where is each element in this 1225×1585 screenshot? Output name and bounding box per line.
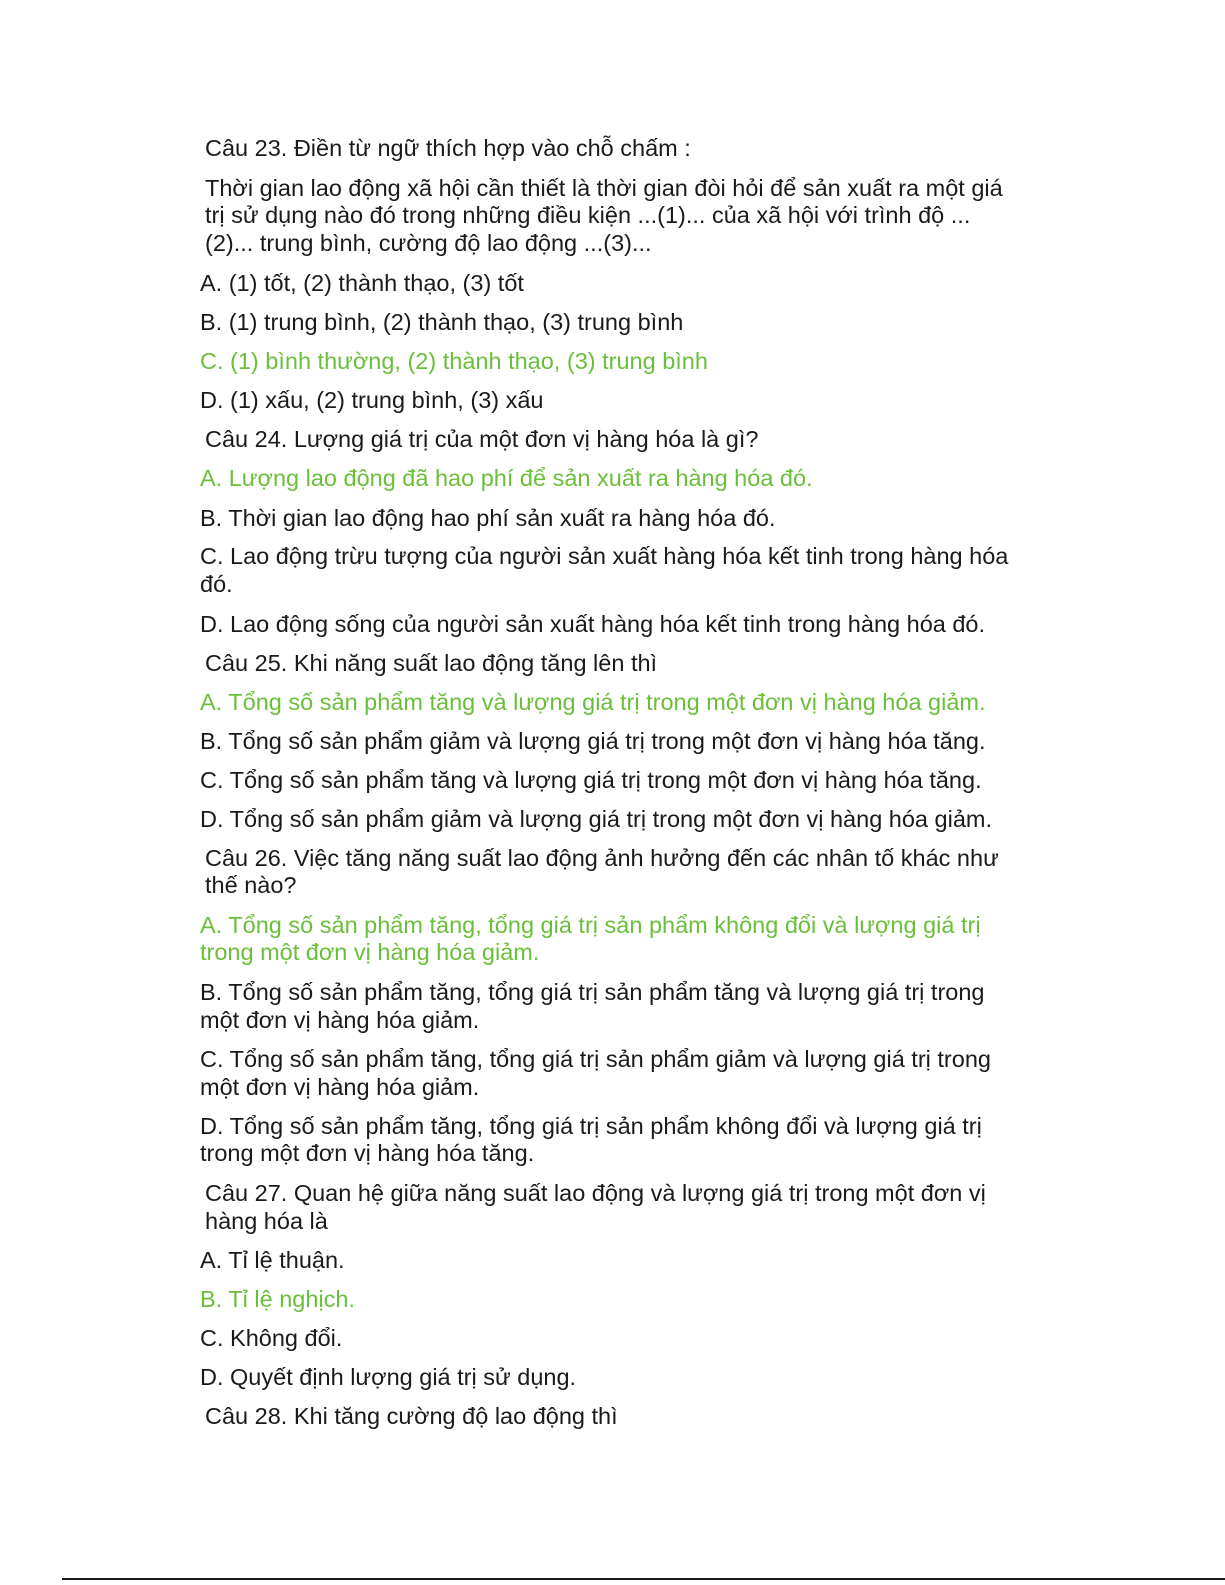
question-26-option-a-correct-line-2: trong một đơn vị hàng hóa giảm.: [200, 939, 540, 965]
page-bottom-divider: [62, 1578, 1225, 1580]
question-26-option-c-line-2: một đơn vị hàng hóa giảm.: [200, 1074, 480, 1100]
question-26-title-line-2: thế nào?: [205, 872, 297, 898]
question-24-option-c-line-1: C. Lao động trừu tượng của người sản xuất hàng hóa kết tinh trong hàng hóa: [200, 543, 1009, 569]
question-25-option-c: C. Tổng số sản phẩm tăng và lượng giá trị trong một đơn vị hàng hóa tăng.: [200, 767, 982, 793]
question-26-option-d-line-1: D. Tổng số sản phẩm tăng, tổng giá trị sản phẩm không đổi và lượng giá trị: [200, 1113, 982, 1139]
question-23-passage-line-2: trị sử dụng nào đó trong những điều kiện ...(1)... của xã hội với trình độ ...: [205, 202, 971, 228]
question-23-passage-line-3: (2)... trung bình, cường độ lao động ...(3)...: [205, 230, 652, 256]
question-28-title: Câu 28. Khi tăng cường độ lao động thì: [205, 1403, 618, 1429]
question-25-option-d: D. Tổng số sản phẩm giảm và lượng giá trị trong một đơn vị hàng hóa giảm.: [200, 806, 993, 832]
question-23-option-a: A. (1) tốt, (2) thành thạo, (3) tốt: [200, 270, 524, 296]
question-27-title-line-1: Câu 27. Quan hệ giữa năng suất lao động và lượng giá trị trong một đơn vị: [205, 1180, 986, 1206]
question-24-option-d: D. Lao động sống của người sản xuất hàng hóa kết tinh trong hàng hóa đó.: [200, 611, 986, 637]
question-27-title-line-2: hàng hóa là: [205, 1208, 328, 1234]
question-25-title: Câu 25. Khi năng suất lao động tăng lên thì: [205, 650, 658, 676]
question-26-option-b-line-1: B. Tổng số sản phẩm tăng, tổng giá trị sản phẩm tăng và lượng giá trị trong: [200, 979, 985, 1005]
question-25-option-b: B. Tổng số sản phẩm giảm và lượng giá trị trong một đơn vị hàng hóa tăng.: [200, 728, 986, 754]
question-24-title: Câu 24. Lượng giá trị của một đơn vị hàng hóa là gì?: [205, 426, 759, 452]
question-26-option-c-line-1: C. Tổng số sản phẩm tăng, tổng giá trị sản phẩm giảm và lượng giá trị trong: [200, 1046, 991, 1072]
question-26-option-a-correct-line-1: A. Tổng số sản phẩm tăng, tổng giá trị sản phẩm không đổi và lượng giá trị: [200, 912, 981, 938]
question-26-option-d-line-2: trong một đơn vị hàng hóa tăng.: [200, 1140, 535, 1166]
question-24-option-a-correct: A. Lượng lao động đã hao phí để sản xuất ra hàng hóa đó.: [200, 465, 813, 491]
question-23-option-d: D. (1) xấu, (2) trung bình, (3) xấu: [200, 387, 544, 413]
question-27-option-b-correct: B. Tỉ lệ nghịch.: [200, 1286, 356, 1312]
question-23-passage-line-1: Thời gian lao động xã hội cần thiết là thời gian đòi hỏi để sản xuất ra một giá: [205, 175, 1003, 201]
question-23-option-c-correct: C. (1) bình thường, (2) thành thạo, (3) trung bình: [200, 348, 708, 374]
question-26-option-b-line-2: một đơn vị hàng hóa giảm.: [200, 1007, 480, 1033]
question-27-option-a: A. Tỉ lệ thuận.: [200, 1247, 345, 1273]
question-26-title-line-1: Câu 26. Việc tăng năng suất lao động ảnh hưởng đến các nhân tố khác như: [205, 845, 999, 871]
question-27-option-d: D. Quyết định lượng giá trị sử dụng.: [200, 1364, 577, 1390]
question-27-option-c: C. Không đổi.: [200, 1325, 343, 1351]
question-23-title: Câu 23. Điền từ ngữ thích hợp vào chỗ chấm :: [205, 135, 691, 161]
question-23-option-b: B. (1) trung bình, (2) thành thạo, (3) trung bình: [200, 309, 684, 335]
question-25-option-a-correct: A. Tổng số sản phẩm tăng và lượng giá trị trong một đơn vị hàng hóa giảm.: [200, 689, 986, 715]
question-24-option-b: B. Thời gian lao động hao phí sản xuất ra hàng hóa đó.: [200, 505, 776, 531]
question-24-option-c-line-2: đó.: [200, 571, 233, 597]
